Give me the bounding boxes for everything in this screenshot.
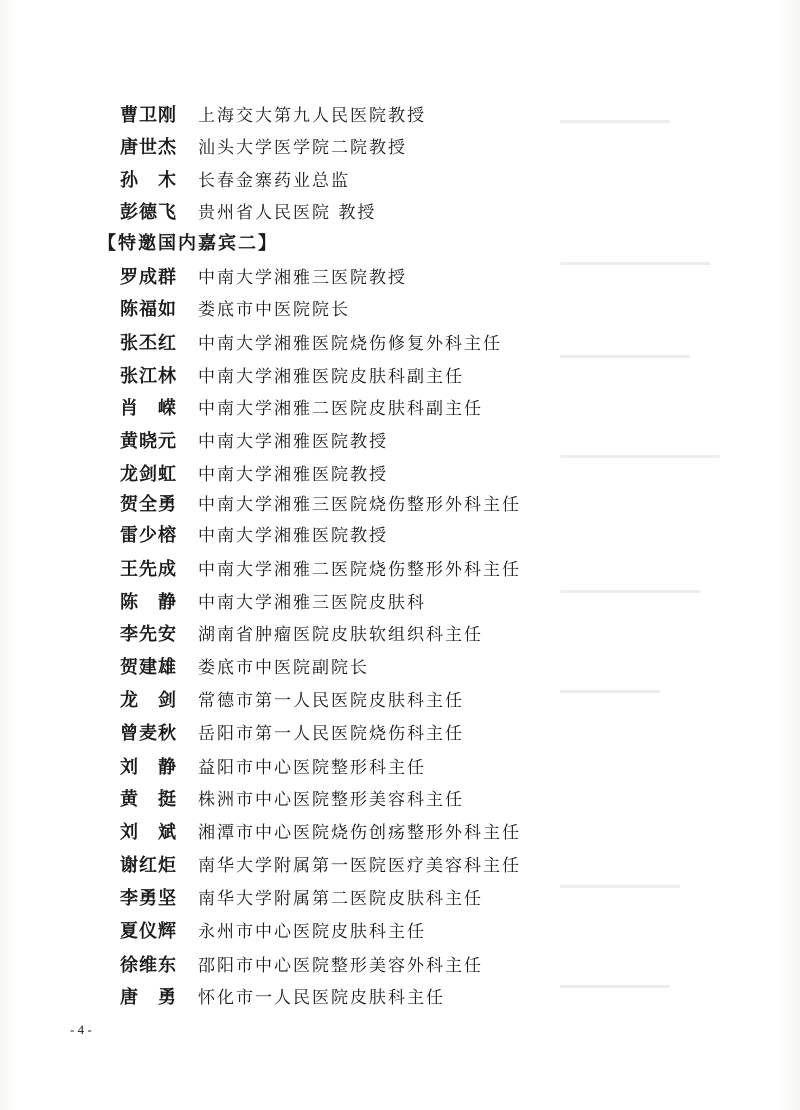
guest-name: 李勇坚 [120,888,177,909]
bleed-through-mark [560,262,710,265]
bleed-through-mark [560,690,660,693]
guest-name: 肖 嵘 [120,398,177,419]
guest-affiliation: 益阳市中心医院整形科主任 [198,758,426,778]
guest-name: 张江林 [120,366,177,387]
page-number: - 4 - [70,1022,92,1037]
guest-name: 贺全勇 [120,494,177,515]
bleed-through-mark [560,355,690,358]
guest-affiliation: 中南大学湘雅三医院皮肤科 [198,593,426,613]
guest-affiliation: 株洲市中心医院整形美容科主任 [198,790,464,810]
guest-affiliation: 中南大学湘雅三医院烧伤整形外科主任 [198,495,521,515]
guest-affiliation: 中南大学湘雅三医院教授 [198,268,407,288]
guest-name: 黄 挺 [120,789,177,810]
guest-affiliation: 娄底市中医院院长 [198,300,350,320]
bleed-through-mark [560,120,670,123]
guest-affiliation: 常德市第一人民医院皮肤科主任 [198,691,464,711]
guest-name: 曾麦秋 [120,723,177,744]
guest-name: 唐 勇 [120,987,177,1008]
guest-affiliation: 娄底市中医院副院长 [198,658,369,678]
guest-affiliation: 贵州省人民医院 教授 [198,203,377,223]
guest-name: 陈福如 [120,299,177,320]
guest-name: 王先成 [120,559,177,580]
guest-affiliation: 永州市中心医院皮肤科主任 [198,922,426,942]
guest-affiliation: 南华大学附属第一医院医疗美容科主任 [198,856,521,876]
guest-name: 曹卫刚 [120,105,177,126]
bleed-through-mark [560,885,680,888]
guest-affiliation: 长春金寨药业总监 [198,171,350,191]
guest-name: 黄晓元 [120,431,177,452]
guest-affiliation: 中南大学湘雅医院烧伤修复外科主任 [198,334,502,354]
guest-name: 徐维东 [120,955,177,976]
guest-affiliation: 中南大学湘雅医院教授 [198,526,388,546]
guest-name: 谢红炬 [120,855,177,876]
guest-name: 罗成群 [120,267,177,288]
guest-affiliation: 湘潭市中心医院烧伤创疡整形外科主任 [198,823,521,843]
guest-name: 夏仪辉 [120,921,177,942]
guest-affiliation: 邵阳市中心医院整形美容外科主任 [198,956,483,976]
guest-affiliation: 湖南省肿瘤医院皮肤软组织科主任 [198,625,483,645]
bleed-through-mark [560,590,700,593]
guest-name: 李先安 [120,624,177,645]
bleed-through-mark [560,455,720,458]
guest-name: 陈 静 [120,592,177,613]
guest-affiliation: 中南大学湘雅医院皮肤科副主任 [198,367,464,387]
guest-name: 刘 斌 [120,822,177,843]
guest-affiliation: 中南大学湘雅医院教授 [198,432,388,452]
guest-name: 刘 静 [120,757,177,778]
guest-affiliation: 岳阳市第一人民医院烧伤科主任 [198,724,464,744]
guest-affiliation: 怀化市一人民医院皮肤科主任 [198,988,445,1008]
guest-name: 孙 木 [120,170,177,191]
guest-name: 龙剑虹 [120,464,177,485]
section-heading: 【特邀国内嘉宾二】 [98,233,278,254]
guest-name: 贺建雄 [120,657,177,678]
guest-name: 彭德飞 [120,202,177,223]
guest-name: 张丕红 [120,333,177,354]
guest-affiliation: 中南大学湘雅二医院皮肤科副主任 [198,399,483,419]
guest-affiliation: 中南大学湘雅医院教授 [198,465,388,485]
guest-name: 唐世杰 [120,137,177,158]
guest-affiliation: 中南大学湘雅二医院烧伤整形外科主任 [198,560,521,580]
bleed-through-mark [560,985,670,988]
guest-affiliation: 汕头大学医学院二院教授 [198,138,407,158]
guest-affiliation: 南华大学附属第二医院皮肤科主任 [198,889,483,909]
guest-name: 龙 剑 [120,690,177,711]
guest-affiliation: 上海交大第九人民医院教授 [198,106,426,126]
guest-name: 雷少榕 [120,525,177,546]
